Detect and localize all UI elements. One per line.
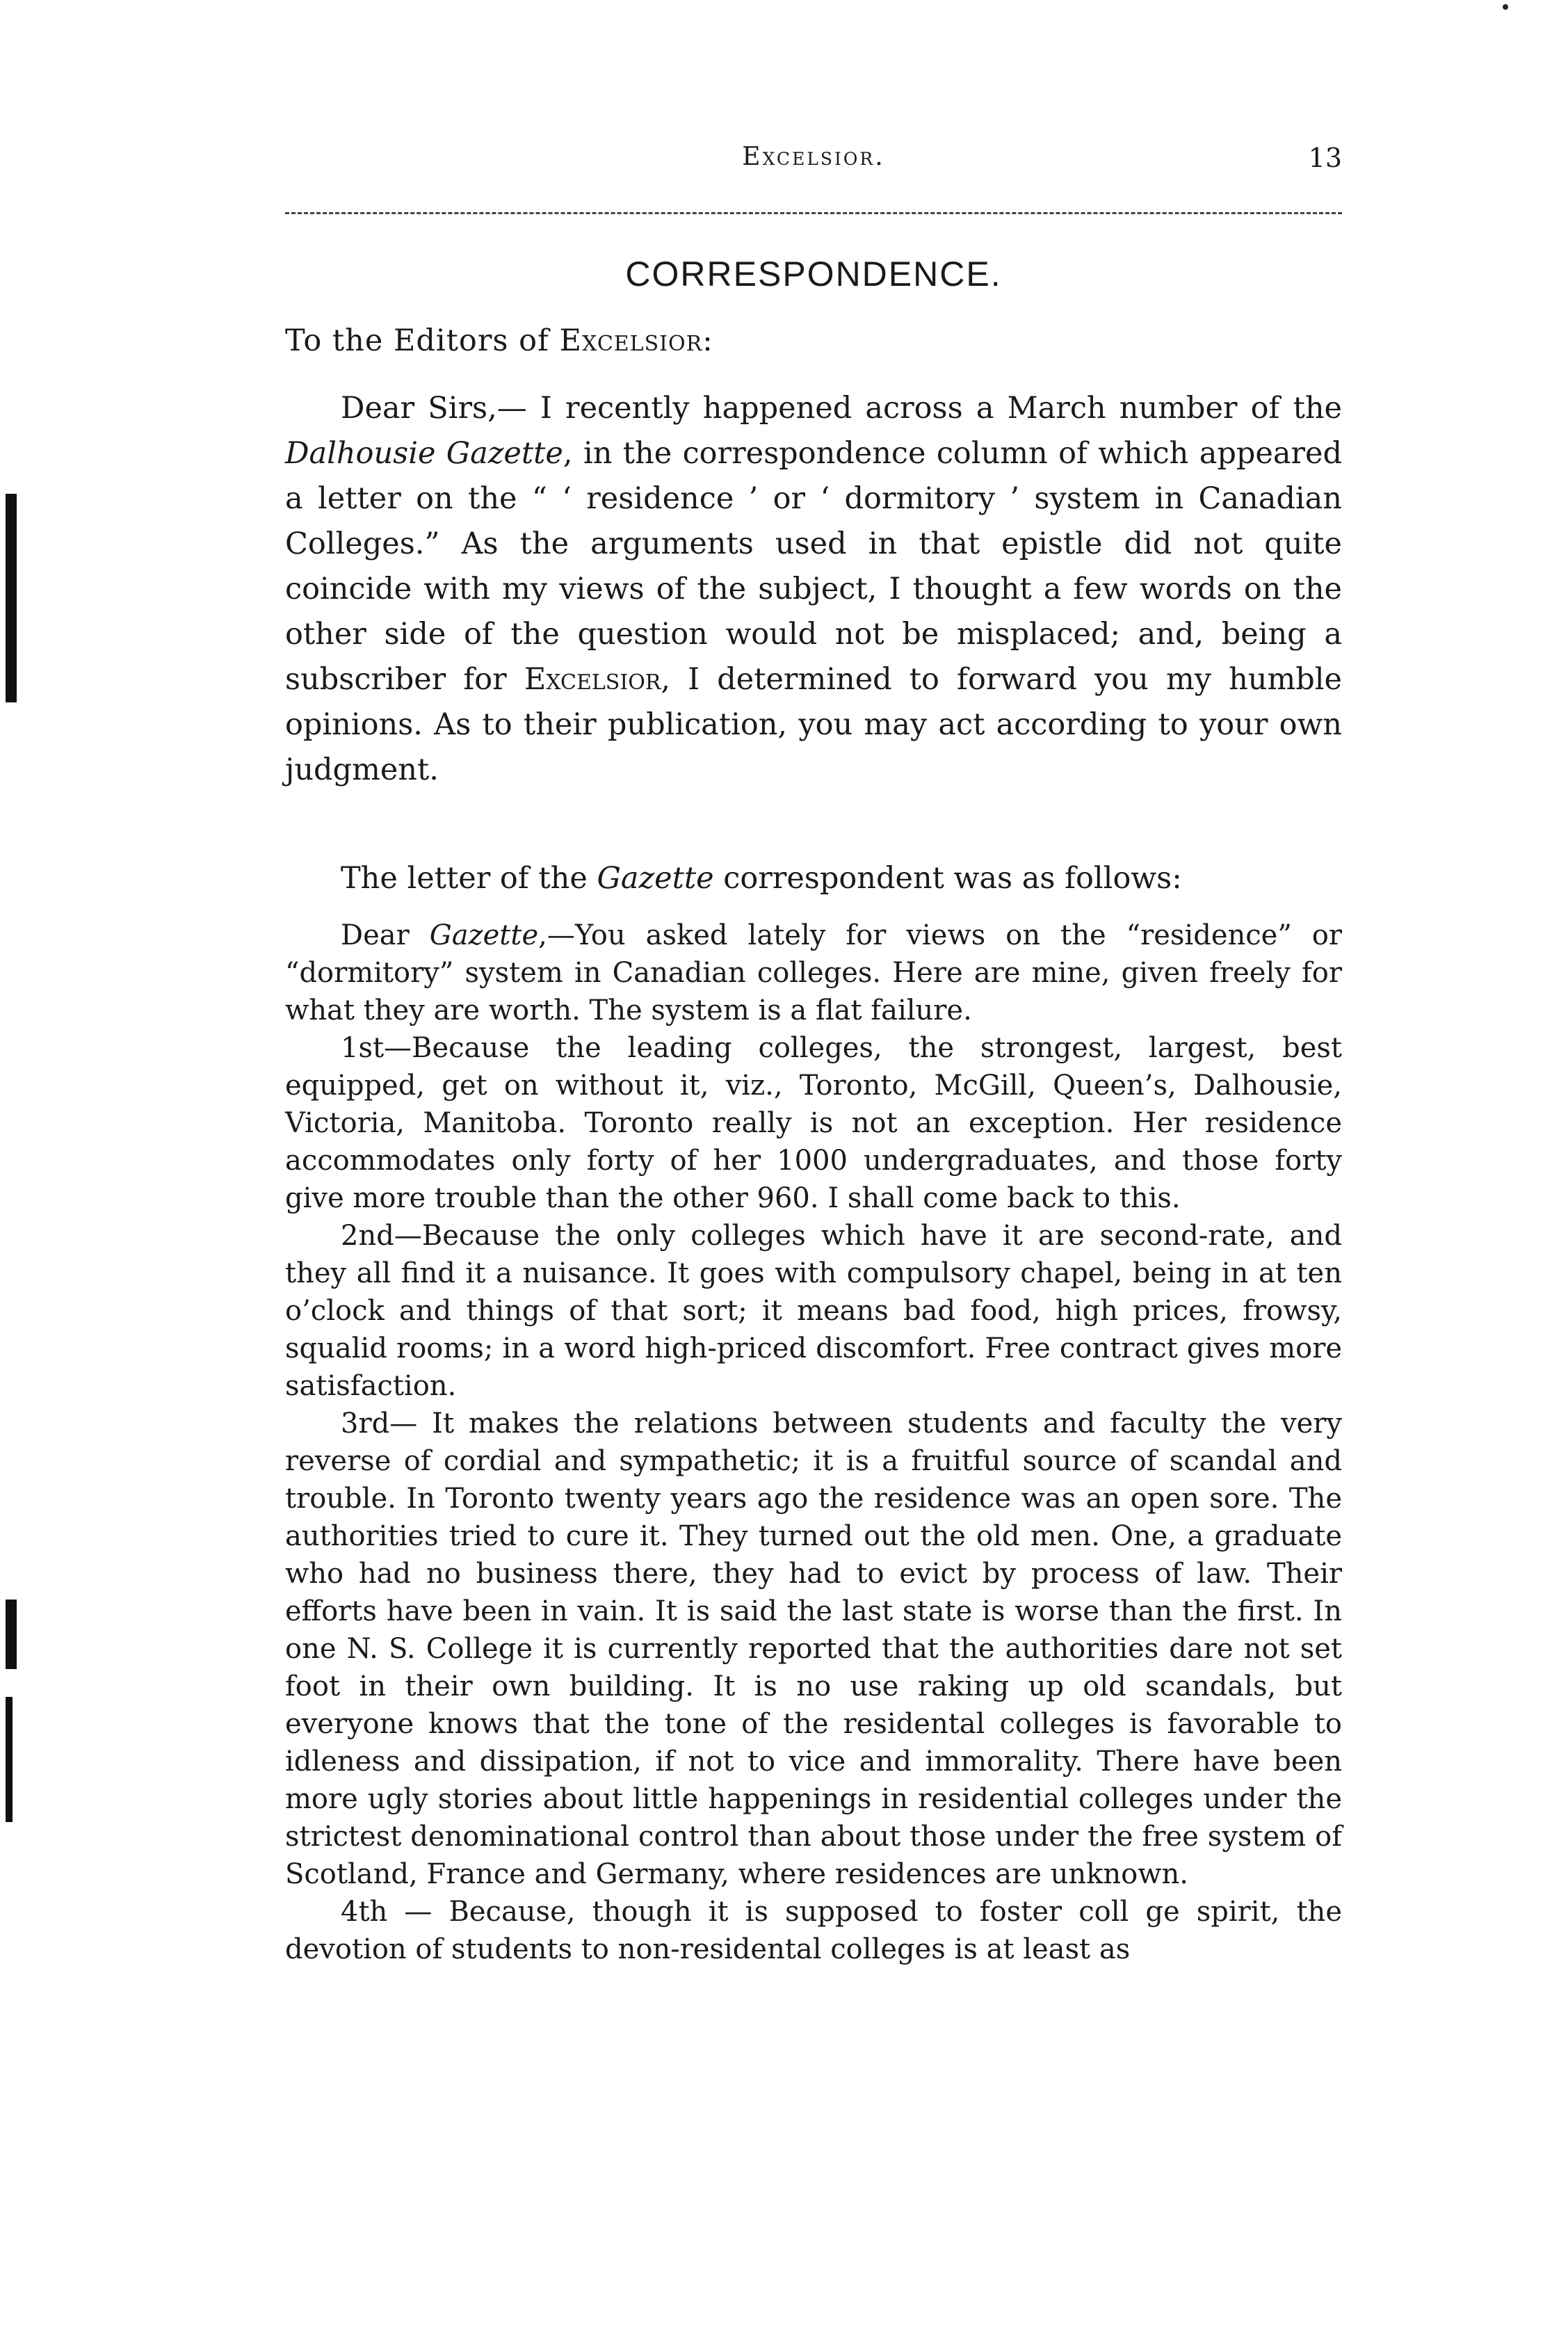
point-3: 3rd— It makes the relations between students and faculty the very reverse of cordial and sympathetic; it is a fruitful source of scandal and trouble. In Toronto twenty years ago the residence was an open sore. The authorities tried to cure it. They turned out the old men. One, a graduate who had no business there, they had to evict by process of law. Their efforts have been in vain. It is said the last state is worse than the first. In one N. S. College it is currently reported that the authorities dare not set foot in their own building. It is no use raking up old scandals, but everyone knows that the tone of the residental colleges is favorable to idleness and dissipation, if not to vice and immorality. There have been more ugly stories about little happenings in residential colleges under the strictest denominational control than about those under the free system of Scotland, France and Germany, where residences are unknown. [285,1408,1342,1890]
salutation-suffix: : [702,323,713,358]
page-number: 13 [1308,143,1342,173]
opening-rest: ,—You asked lately for views on the “residence” or “dormitory” system in Canadian colleges. Here are mine, given freely for what they are worth. The system is a flat failure. [285,919,1343,1026]
quoted-intro [341,861,1182,896]
opening-gazette: Gazette [429,919,539,951]
intro-prefix: The letter of the [341,861,597,896]
section-title: CORRESPONDENCE. [625,255,1002,293]
salutation-prefix: To the Editors of [285,323,560,358]
running-head [285,143,1342,184]
header-rule [285,212,1342,214]
letter-text-part: Dear Sirs,— I recently happened across a March number of the [341,391,1342,426]
binding-mark [6,1600,17,1669]
intro-gazette: Gazette [597,861,714,896]
letter-publication-name: Excelsior [524,662,661,697]
binding-mark [6,1697,13,1822]
salutation [285,323,713,358]
intro-suffix: correspondent was as follows: [713,861,1182,896]
point-1: 1st—Because the leading colleges, the strongest, largest, best equipped, get on without it, viz., Toronto, McGill, Queen’s, Dalhousie, Victoria, Manitoba. Toronto really is not an exception. Her residence accommodates only forty of her 1000 undergraduates, and those forty give more trouble than the other 960. I shall come back to this. [285,1032,1342,1214]
letter-gazette-title: Dalhousie Gazette [285,436,563,471]
scan-speck [1503,4,1508,10]
point-4: 4th — Because, though it is supposed to foster coll ge spirit, the devotion of students to non-residental colleges is at least as [285,1896,1342,1965]
letter-text-part: , I determined to forward you my humble opinions. As to their publication, you may act according to your own judgment. [285,662,1342,787]
opening-prefix: Dear [341,919,430,951]
running-title: Excelsior. [742,143,885,171]
quoted-letter [285,917,1342,1968]
point-2: 2nd—Because the only colleges which have it are second-rate, and they all find it a nuisance. It goes with compulsory chapel, being in at ten o’clock and things of that sort; it means bad food, high prices, frowsy, squalid rooms; in a word high-priced discomfort. Free contract gives more satisfaction. [285,1220,1342,1402]
letter-text [285,386,1342,793]
binding-mark [6,494,17,702]
letter-paragraph [285,386,1342,793]
quoted-opening [285,917,1342,1029]
salutation-publication: Excelsior [559,323,703,358]
letter-text-part: , in the correspondence column of which appeared a letter on the “ ‘ residence ’ or ‘ dormitory ’ system in Canadian Colleges.” As the arguments used in that epistle did not quite coincide with my views of the subject, I thought a few words on the other side of the question would not be misplaced; and, being a subscriber for [285,436,1342,697]
